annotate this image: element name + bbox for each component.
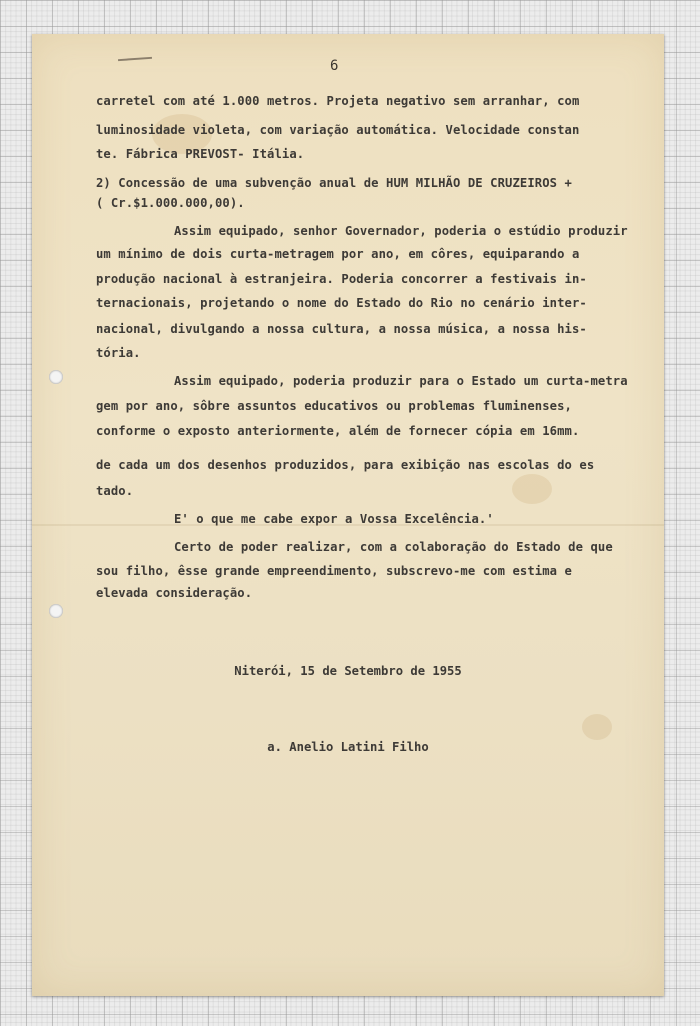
- text-line: tado.: [96, 484, 134, 498]
- punch-hole: [49, 370, 63, 384]
- text-line: luminosidade violeta, com variação automática. Velocidade constan: [96, 123, 580, 137]
- text-line: carretel com até 1.000 metros. Projeta negativo sem arranhar, com: [96, 94, 580, 108]
- text-line: Certo de poder realizar, com a colaboração do Estado de que: [174, 540, 613, 554]
- text-line: Assim equipado, senhor Governador, poderia o estúdio produzir: [174, 224, 628, 238]
- pencil-mark: [118, 57, 152, 61]
- text-line: sou filho, êsse grande empreendimento, subscrevo-me com estima e: [96, 564, 572, 578]
- paper-stain: [512, 474, 552, 504]
- document-page: [32, 34, 664, 996]
- text-line: tória.: [96, 346, 141, 360]
- signature: a. Anelio Latini Filho: [267, 740, 429, 754]
- text-line: 2) Concessão de uma subvenção anual de HUM MILHÃO DE CRUZEIROS +: [96, 176, 572, 190]
- punch-hole: [49, 604, 63, 618]
- text-line: te. Fábrica PREVOST- Itália.: [96, 147, 305, 161]
- text-line: gem por ano, sôbre assuntos educativos ou problemas fluminenses,: [96, 399, 572, 413]
- text-line: E' o que me cabe expor a Vossa Excelência.': [174, 512, 494, 526]
- text-line: ternacionais, projetando o nome do Estado do Rio no cenário inter-: [96, 296, 587, 310]
- text-line: ( Cr.$1.000.000,00).: [96, 196, 245, 210]
- text-line: produção nacional à estranjeira. Poderia concorrer a festivais in-: [96, 272, 587, 286]
- place-date: Niterói, 15 de Setembro de 1955: [234, 664, 462, 678]
- text-line: elevada consideração.: [96, 586, 253, 600]
- text-line: conforme o exposto anteriormente, além de fornecer cópia em 16mm.: [96, 424, 580, 438]
- paper-stain: [582, 714, 612, 740]
- text-line: Assim equipado, poderia produzir para o Estado um curta-metra: [174, 374, 628, 388]
- page-number: 6: [330, 58, 339, 74]
- text-line: nacional, divulgando a nossa cultura, a nossa música, a nossa his-: [96, 322, 587, 336]
- text-line: um mínimo de dois curta-metragem por ano, em côres, equiparando a: [96, 247, 580, 261]
- text-line: de cada um dos desenhos produzidos, para exibição nas escolas do es: [96, 458, 595, 472]
